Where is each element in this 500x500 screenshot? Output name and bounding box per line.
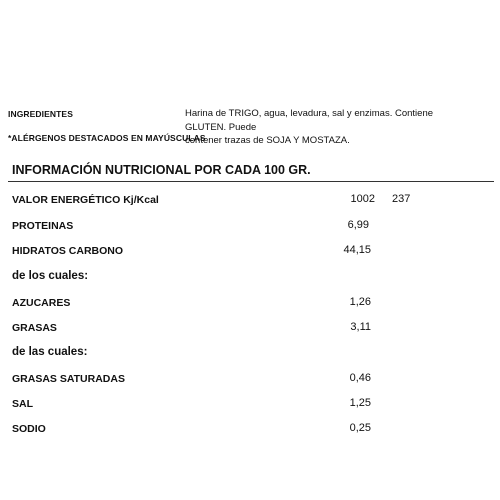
ingredients-label: INGREDIENTES — [8, 109, 73, 119]
row-value-energy-kcal: 237 — [392, 193, 411, 205]
row-value-salt: 1,25 — [349, 397, 371, 409]
nutrition-title: INFORMACIÓN NUTRICIONAL POR CADA 100 GR. — [12, 163, 311, 177]
row-label-of-which-carbs: de los cuales: — [12, 270, 89, 282]
row-label-proteins: PROTEINAS — [12, 220, 74, 232]
title-divider — [8, 181, 494, 182]
row-value-sodium: 0,25 — [349, 422, 371, 434]
row-value-sugars: 1,26 — [349, 296, 371, 308]
row-label-energy: VALOR ENERGÉTICO Kj/Kcal — [12, 194, 159, 206]
row-label-salt: SAL — [12, 398, 33, 410]
row-value-fats: 3,11 — [350, 321, 371, 333]
row-value-saturated-fats: 0,46 — [349, 372, 371, 384]
row-value-carbs: 44,15 — [343, 244, 371, 256]
row-value-proteins: 6,99 — [347, 219, 369, 231]
row-label-carbs: HIDRATOS CARBONO — [12, 245, 124, 257]
ingredients-text — [185, 107, 445, 148]
ingredients-text-line-2: contener trazas de SOJA Y MOSTAZA. — [185, 135, 350, 146]
row-label-of-which-fats: de las cuales: — [12, 346, 88, 358]
row-value-energy-kj: 1002 — [350, 193, 375, 205]
row-label-sugars: AZUCARES — [12, 297, 71, 309]
row-label-saturated-fats: GRASAS SATURADAS — [12, 373, 125, 385]
row-label-sodium: SODIO — [12, 423, 46, 435]
ingredients-text-line-1: Harina de TRIGO, agua, levadura, sal y enzimas. Contiene GLUTEN. Puede — [185, 108, 434, 133]
row-label-fats: GRASAS — [12, 322, 57, 334]
allergens-note: *ALÉRGENOS DESTACADOS EN MAYÚSCULAS — [8, 133, 206, 143]
